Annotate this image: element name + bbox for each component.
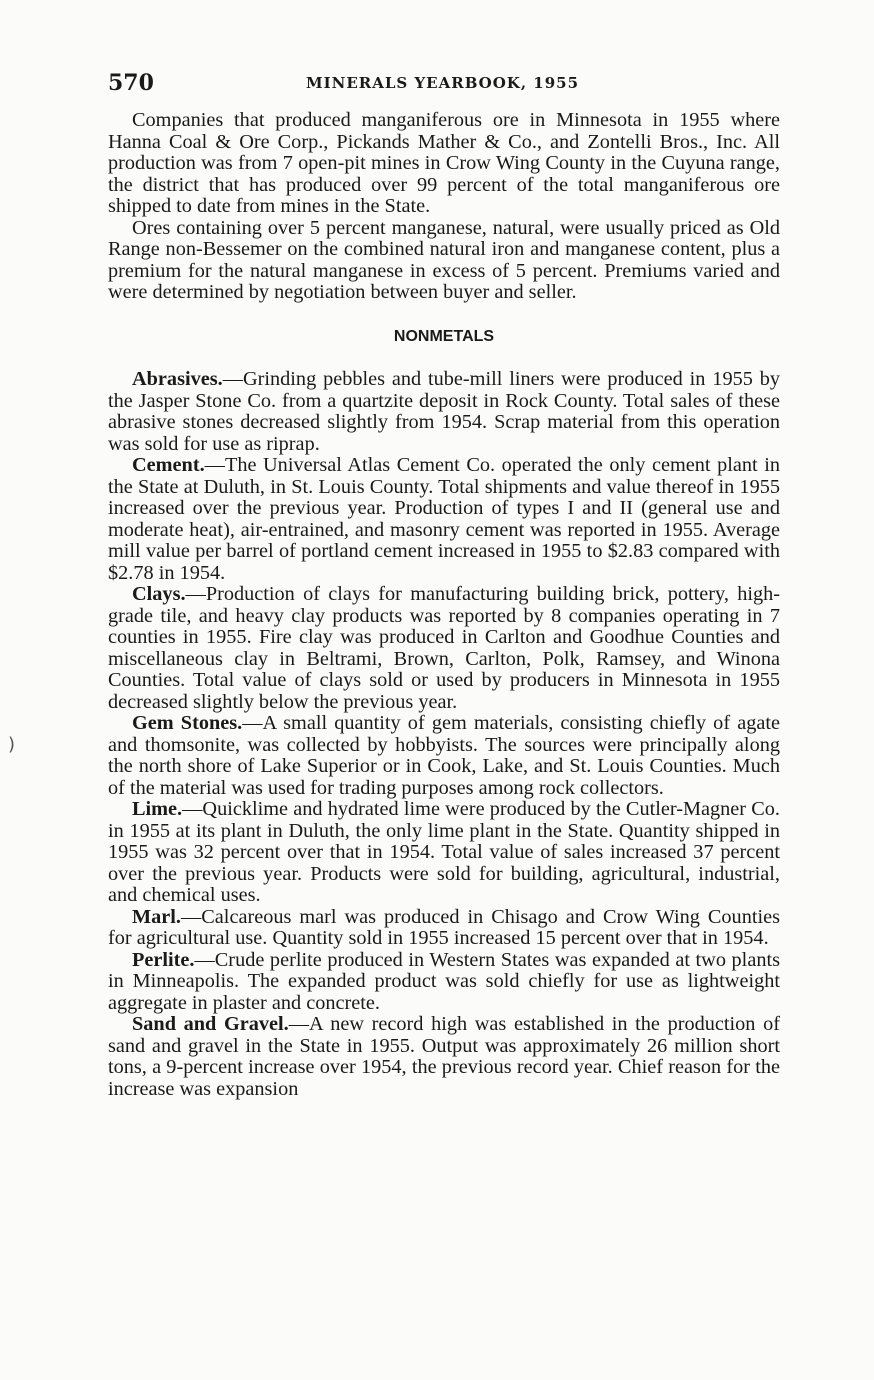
entry-clays: [108, 584, 780, 713]
paragraph-manganiferous-ore: Companies that produced manganiferous ore in Minnesota in 1955 where Hanna Coal & Ore Corp., Pickands Mather & Co., and Zontelli Bros., Inc. All production was from 7 open-pit mines in Crow Wing County in the Cuyuna range, the district that has produced over 99 percent of the total manganiferous ore shipped to date from mines in the State.: [108, 109, 780, 217]
entry-text: —Production of clays for manufacturing building brick, pottery, high-grade tile, and heavy clay products was reported by 8 companies operating in 7 counties in 1955. Fire clay was produced in Carlton and Goodhue Counties and miscellaneous clay in Beltrami, Brown, Carlton, Polk, Ramsey, and Winona Counties. Total value of clays sold or used by producers in Minnesota in 1955 decreased slightly below the previous year.: [108, 583, 780, 713]
entry-lead: Cement.: [132, 454, 205, 476]
entry-lead: Gem Stones.: [132, 712, 243, 734]
paragraph-ore-pricing: Ores containing over 5 percent manganese, natural, were usually priced as Old Range non-Bessemer on the combined natural iron and manganese content, plus a premium for the natural manganese in excess of 5 percent. Premiums varied and were determined by negotiation between buyer and seller.: [108, 216, 780, 303]
entry-lead: Marl.: [132, 905, 181, 928]
entry-gem-stones: [108, 713, 780, 799]
entry-text: —The Universal Atlas Cement Co. operated the only cement plant in the State at Duluth, in St. Louis County. Total shipments and value thereof in 1955 increased over the previous year. Production of types I and II (general use and moderate heat), air-entrained, and masonry cement was reported in 1955. Average mill value per barrel of portland cement increased in 1955 to $2.83 compared with $2.78 in 1954.: [108, 454, 780, 584]
entry-lead: Lime.: [132, 798, 183, 820]
page-number: 570: [108, 70, 154, 96]
entry-text: —A new record high was established in the production of sand and gravel in the State in 1955. Output was approximately 26 million short tons, a 9-percent increase over 1954, the previous record year. Chief reason for the increase was expansion: [108, 1013, 780, 1100]
entry-lead: Abrasives.: [132, 368, 223, 390]
entry-lime: [108, 799, 780, 907]
entry-text: —Grinding pebbles and tube-mill liners were produced in 1955 by the Jasper Stone Co. from a quartzite deposit in Rock County. Total sales of these abrasive stones decreased slightly from 1954. Scrap material from this operation was sold for use as riprap.: [108, 368, 780, 455]
entry-text: —Crude perlite produced in Western States was expanded at two plants in Minneapolis. The expanded product was sold chiefly for use as lightweight aggregate in plaster and concrete.: [108, 948, 780, 1014]
entry-text: —A small quantity of gem materials, consisting chiefly of agate and thomsonite, was collected by hobbyists. The sources were principally along the north shore of Lake Superior or in Cook, Lake, and St. Louis Counties. Much of the material was used for trading purposes among rock collectors.: [108, 712, 780, 799]
entry-text: —Calcareous marl was produced in Chisago and Crow Wing Counties for agricultural use. Quantity sold in 1955 increased 15 percent over that in 1954.: [108, 905, 780, 949]
entry-abrasives: [108, 369, 780, 455]
entry-sand-and-gravel: [108, 1014, 780, 1100]
running-title: MINERALS YEARBOOK, 1955: [306, 74, 580, 92]
entry-perlite: [108, 950, 780, 1015]
entry-marl: [108, 907, 780, 950]
entry-lead: Clays.: [132, 583, 186, 605]
section-heading-nonmetals: NONMETALS: [393, 327, 495, 345]
margin-mark-icon: ): [8, 734, 16, 755]
entry-lead: Perlite.: [132, 948, 195, 971]
entry-text: —Quicklime and hydrated lime were produced by the Cutler-Magner Co. in 1955 at its plant in Duluth, the only lime plant in the State. Quantity shipped in 1955 was 32 percent over that in 1954. Total value of sales increased 37 percent over the previous year. Products were sold for building, agricultural, industrial, and chemical uses.: [108, 798, 780, 906]
entry-lead: Sand and Gravel.: [132, 1013, 289, 1035]
body-text: [108, 110, 780, 1100]
entry-cement: [108, 455, 780, 584]
